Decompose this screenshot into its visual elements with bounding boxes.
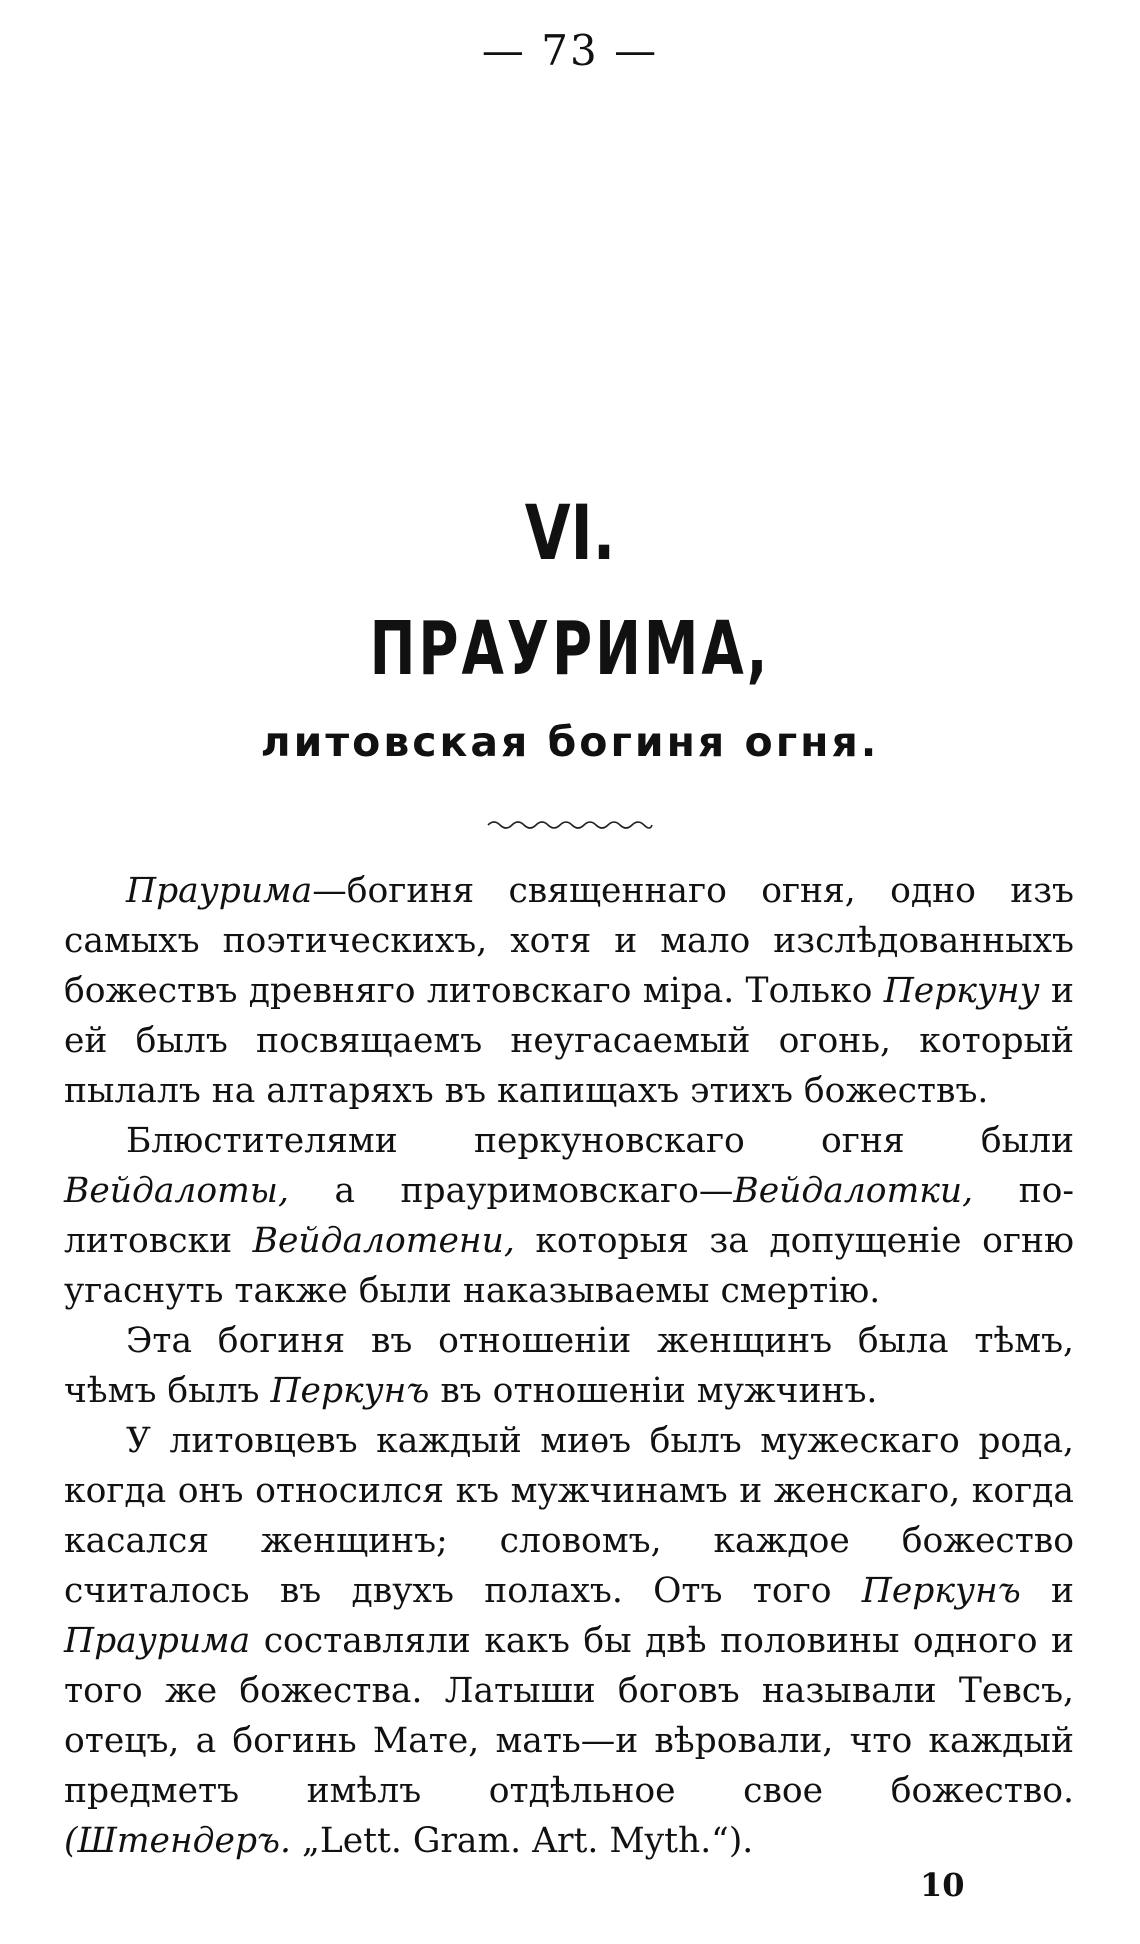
italic-run: Праурима (126, 871, 313, 911)
text-run: „Lett. Gram. Art. Myth.“). (291, 1821, 754, 1861)
paragraph (64, 1416, 1074, 1866)
text-run: Эта богиня въ отношеніи женщинъ была тѣмъ, чѣмъ былъ (64, 1321, 1074, 1411)
signature-mark: 10 (920, 1866, 965, 1904)
italic-run: Вейдалоты, (64, 1171, 289, 1211)
italic-run: Вейдалотени, (252, 1221, 515, 1261)
text-run: Блюстителями перкуновскаго огня были (126, 1121, 1074, 1161)
text-run: а прауримовскаго— (288, 1171, 734, 1211)
italic-run: Вейдалотки, (733, 1171, 974, 1211)
text-run: —богиня священнаго огня, одно изъ самыхъ поэтическихъ, хотя и мало изслѣдованныхъ божествъ древняго литовскаго міра. Только (64, 871, 1074, 1011)
text-run: и ей былъ посвящаемъ неугасаемый огонь, который пылалъ на алтаряхъ въ капищахъ этихъ божествъ. (64, 971, 1074, 1111)
page-number: — 73 — (481, 26, 659, 75)
text-run: У литовцевъ каждый миѳъ былъ мужескаго рода, когда онъ относился къ мужчинамъ и женскаго, когда касался женщинъ; словомъ, каждое божество считалось въ двухъ полахъ. Отъ того (64, 1421, 1074, 1611)
text-run: и (1020, 1571, 1074, 1611)
chapter-numeral: VI. (524, 488, 616, 577)
italic-run: Перкуну (883, 971, 1040, 1011)
text-run: которыя за допущеніе огню угаснуть также были наказываемы смертію. (64, 1221, 1074, 1311)
body-text (64, 866, 1074, 1866)
text-run: по-литовски (64, 1171, 1075, 1261)
text-run: въ отношеніи мужчинъ. (429, 1371, 878, 1411)
paragraph (64, 1116, 1074, 1316)
italic-run: Перкунъ (861, 1571, 1021, 1611)
paragraph (64, 866, 1074, 1116)
chapter-title: ПРАУРИМА, (369, 606, 771, 692)
italic-run: (Штендеръ. (64, 1821, 292, 1861)
paragraph (64, 1316, 1074, 1416)
italic-run: Праурима (64, 1621, 251, 1661)
chapter-subtitle: литовская богиня огня. (260, 718, 880, 766)
italic-run: Перкунъ (270, 1371, 430, 1411)
text-run: составляли какъ бы двѣ половины одного и того же божества. Латыши боговъ называли Тевсъ, отецъ, а богинь Мате, мать—и вѣровали, что каждый предметъ имѣлъ отдѣльное свое божество. (64, 1621, 1074, 1811)
ornament-divider (486, 818, 654, 832)
